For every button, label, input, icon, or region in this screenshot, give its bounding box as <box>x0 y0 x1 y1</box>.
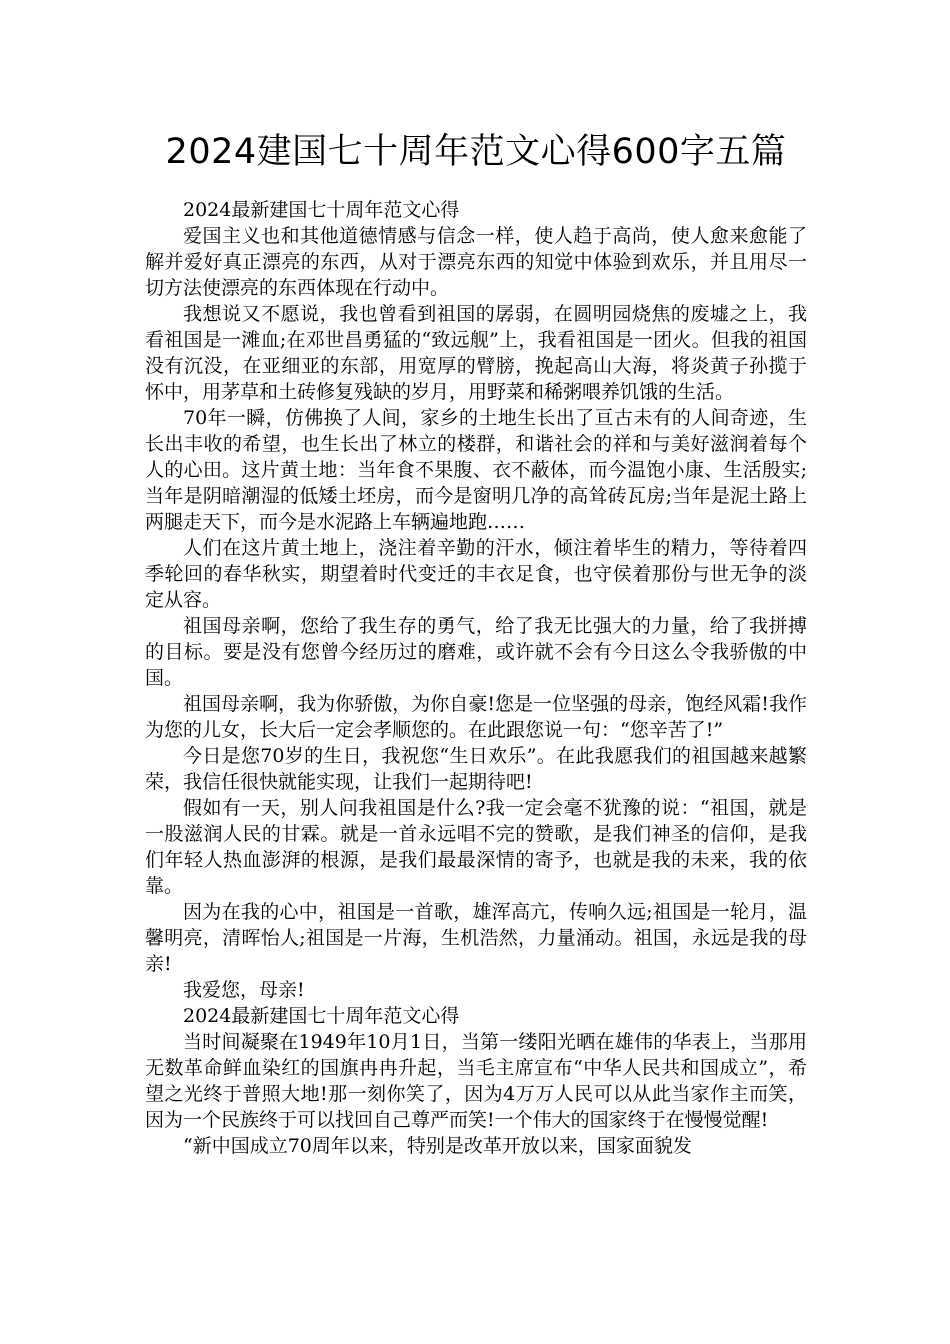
paragraph: 我想说又不愿说，我也曾看到祖国的孱弱，在圆明园烧焦的废墟之上，我看祖国是一滩血;在邓世昌勇猛的“致远舰”上，我看祖国是一团火。但我的祖国没有沉没，在亚细亚的东部，用宽厚的臂膀，挽起高山大海，将炎黄子孙揽于怀中，用茅草和土砖修复残缺的岁月，用野菜和稀粥喂养饥饿的生活。 <box>145 303 807 403</box>
paragraph: 今日是您70岁的生日，我祝您“生日欢乐”。在此我愿我们的祖国越来越繁荣，我信任很快就能实现，让我们一起期待吧! <box>145 745 807 793</box>
paragraph: 祖国母亲啊，我为你骄傲，为你自豪!您是一位坚强的母亲，饱经风霜!我作为您的儿女，长大后一定会孝顺您的。在此跟您说一句：“您辛苦了!” <box>145 693 807 741</box>
paragraph: 爱国主义也和其他道德情感与信念一样，使人趋于高尚，使人愈来愈能了解并爱好真正漂亮的东西，从对于漂亮东西的知觉中体验到欢乐，并且用尽一切方法使漂亮的东西体现在行动中。 <box>145 225 807 299</box>
document-body <box>145 197 807 1159</box>
paragraph: 祖国母亲啊，您给了我生存的勇气，给了我无比强大的力量，给了我拼搏的目标。要是没有您曾今经历过的磨难，或许就不会有今日这么令我骄傲的中国。 <box>145 615 807 689</box>
paragraph: 当时间凝聚在1949年10月1日，当第一缕阳光晒在雄伟的华表上，当那用无数革命鲜血染红的国旗冉冉升起，当毛主席宣布“中华人民共和国成立”，希望之光终于普照大地!那一刻你笑了，因为4万万人民可以从此当家作主而笑，因为一个民族终于可以找回自己尊严而笑!一个伟大的国家终于在慢慢觉醒! <box>145 1031 807 1131</box>
paragraph: 假如有一天，别人问我祖国是什么?我一定会毫不犹豫的说：“祖国，就是一股滋润人民的甘霖。就是一首永远唱不完的赞歌，是我们神圣的信仰，是我们年轻人热血澎湃的根源，是我们最最深情的寄予，也就是我的未来，我的依靠。 <box>145 797 807 897</box>
paragraph: “新中国成立70周年以来，特别是改革开放以来，国家面貌发 <box>183 1135 692 1157</box>
paragraph: 人们在这片黄土地上，浇注着辛勤的汗水，倾注着毕生的精力，等待着四季轮回的春华秋实，期望着时代变迁的丰衣足食，也守侯着那份与世无争的淡定从容。 <box>145 537 807 611</box>
paragraph: 我爱您，母亲! <box>183 979 305 1001</box>
document-title: 2024建国七十周年范文心得600字五篇 <box>165 132 787 172</box>
paragraph: 70年一瞬，仿佛换了人间，家乡的土地生长出了亘古未有的人间奇迹，生长出丰收的希望，也生长出了林立的楼群，和谐社会的祥和与美好滋润着每个人的心田。这片黄土地：当年食不果腹、衣不蔽体，而今温饱小康、生活殷实;当年是阴暗潮湿的低矮土坯房，而今是窗明几净的高耸砖瓦房;当年是泥土路上两腿走天下，而今是水泥路上车辆遍地跑…… <box>145 407 807 533</box>
paragraph: 2024最新建国七十周年范文心得 <box>183 1005 460 1027</box>
paragraph: 因为在我的心中，祖国是一首歌，雄浑高亢，传响久远;祖国是一轮月，温馨明亮，清晖怡人;祖国是一片海，生机浩然，力量涌动。祖国，永远是我的母亲! <box>145 901 807 975</box>
paragraph: 2024最新建国七十周年范文心得 <box>183 199 460 221</box>
